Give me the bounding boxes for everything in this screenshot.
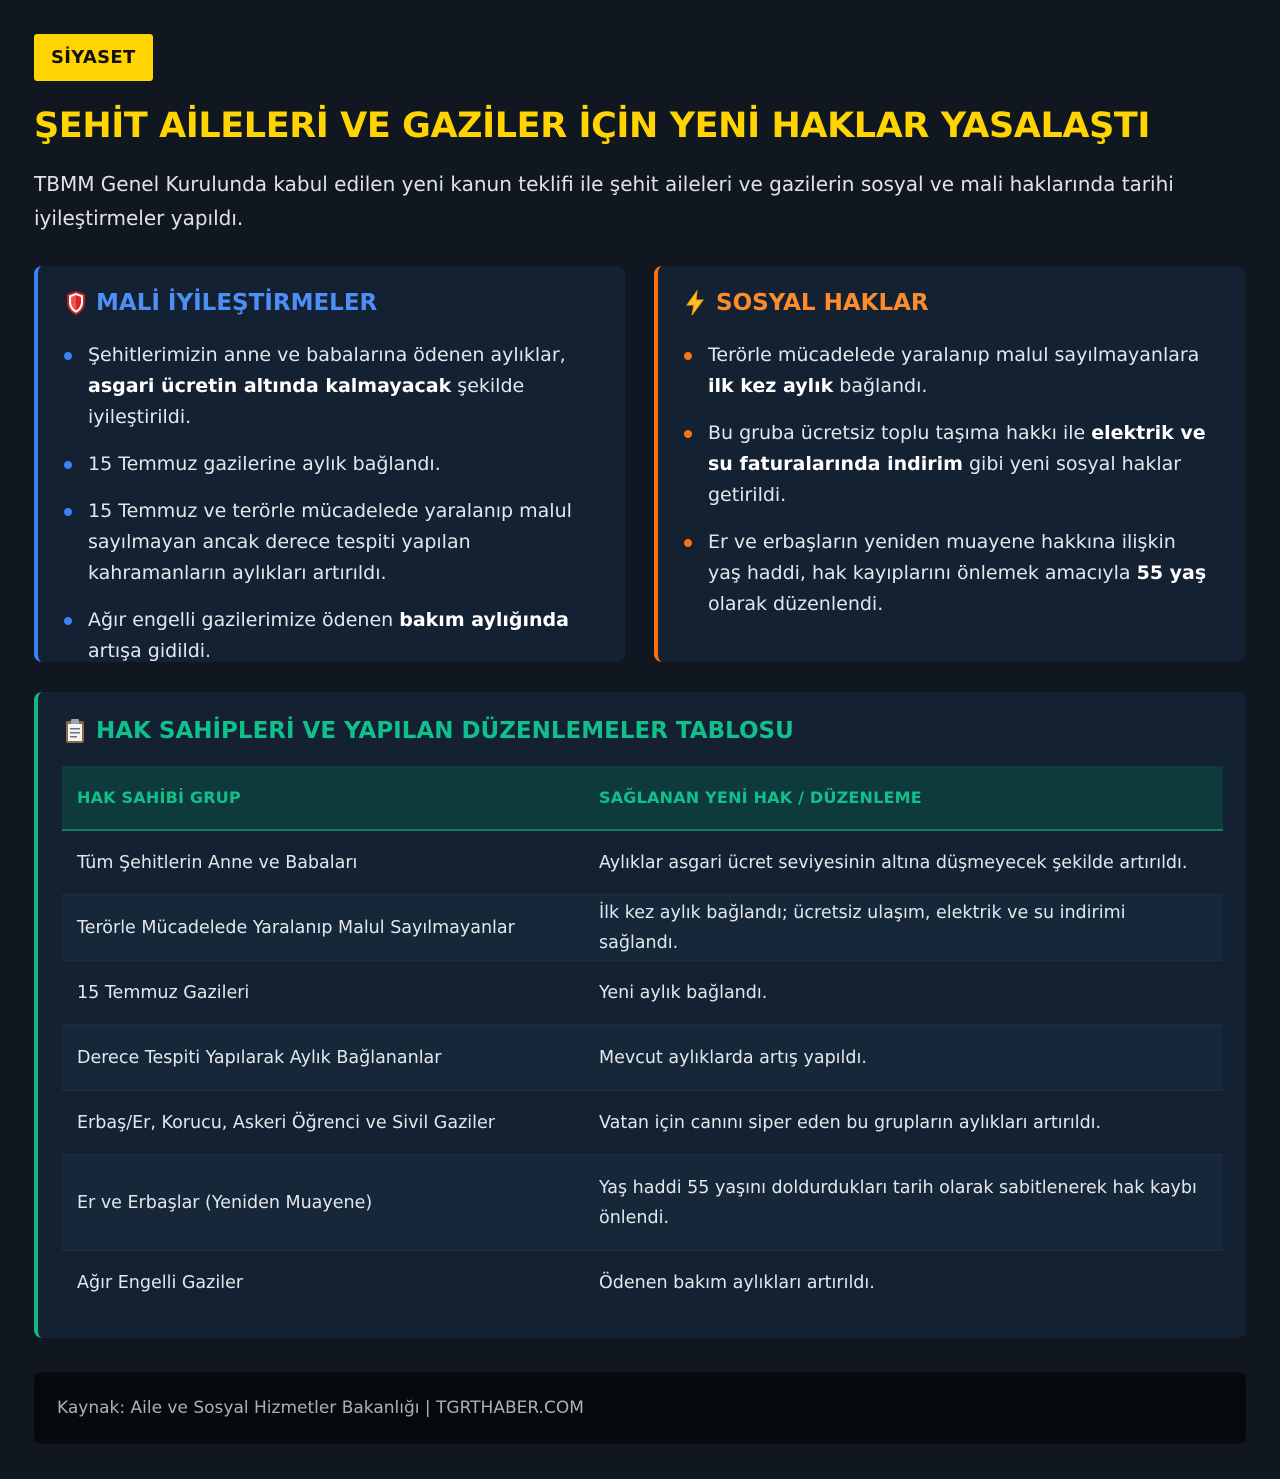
- item-text: 15 Temmuz ve terörle mücadelede yaralanıp malul sayılmayan ancak derece tespiti yapılan kahramanların aylıkları artırıldı.: [88, 500, 572, 584]
- mali-card: [34, 266, 625, 662]
- table-cell: Mevcut aylıklarda artış yapıldı.: [584, 1025, 1223, 1090]
- item-text: Terörle mücadelede yaralanıp malul sayılmayanlara: [708, 344, 1200, 366]
- table-cell: Yaş haddi 55 yaşını doldurdukları tarih olarak sabitlenerek hak kaybı önlendi.: [584, 1155, 1223, 1250]
- category-badge[interactable]: SİYASET: [34, 34, 153, 81]
- table-cell: Vatan için canını siper eden bu grupların aylıkları artırıldı.: [584, 1090, 1223, 1155]
- table-cell: Ağır Engelli Gaziler: [77, 1272, 244, 1293]
- item-bold: bakım aylığında: [399, 609, 569, 631]
- table-cell: Terörle Mücadelede Yaralanıp Malul Sayılmayanlar: [62, 895, 584, 960]
- source-footer: [34, 1372, 1246, 1444]
- column-header: SAĞLANAN YENİ HAK / DÜZENLEME: [584, 766, 1223, 830]
- list-item: [708, 340, 1208, 402]
- page-title: ŞEHİT AİLELERİ VE GAZİLER İÇİN YENİ HAKLAR YASALAŞTI: [34, 106, 1150, 146]
- table-cell: İlk kez aylık bağlandı; ücretsiz ulaşım, elektrik ve su indirimi sağlandı.: [584, 895, 1223, 960]
- source-text: Kaynak: Aile ve Sosyal Hizmetler Bakanlığı | TGRTHABER.COM: [57, 1398, 584, 1418]
- list-item: [88, 496, 608, 589]
- rights-table-card: [34, 692, 1246, 1338]
- table-row: [62, 1025, 1223, 1090]
- shield-icon: [66, 291, 86, 315]
- item-text: artışa gidildi.: [88, 640, 212, 662]
- list-item: [708, 527, 1208, 620]
- table-cell: 15 Temmuz Gazileri: [62, 960, 584, 1025]
- table-row: [62, 960, 1223, 1025]
- table-cell: Er ve Erbaşlar (Yeniden Muayene): [62, 1155, 584, 1250]
- list-item: [708, 418, 1208, 511]
- table-row: [62, 1090, 1223, 1155]
- mali-list: [88, 340, 608, 683]
- table-title-text: HAK SAHİPLERİ VE YAPILAN DÜZENLEMELER TABLOSU: [96, 718, 794, 744]
- clipboard-icon: [64, 718, 86, 744]
- sosyal-title-text: SOSYAL HAKLAR: [716, 290, 929, 316]
- table-cell: Tüm Şehitlerin Anne ve Babaları: [62, 830, 584, 895]
- item-text: Bu gruba ücretsiz toplu taşıma hakkı ile: [708, 422, 1092, 444]
- item-text: bağlandı.: [833, 375, 928, 397]
- item-bold: ilk kez aylık: [708, 375, 834, 397]
- item-bold: elektrik ve su faturalarında indirim: [708, 422, 1206, 475]
- item-text: Şehitlerimizin anne ve babalarına ödenen aylıklar,: [88, 344, 566, 366]
- item-text: gibi yeni sosyal haklar getirildi.: [708, 453, 1182, 506]
- sosyal-card: [654, 266, 1245, 662]
- list-item: [88, 605, 608, 667]
- list-item: [88, 340, 608, 433]
- item-text: şekilde iyileştirildi.: [88, 375, 525, 428]
- column-header: HAK SAHİBİ GRUP: [62, 766, 584, 830]
- table-cell: Aylıklar asgari ücret seviyesinin altına düşmeyecek şekilde artırıldı.: [584, 830, 1223, 895]
- table-row: [62, 830, 1223, 895]
- info-cards: [34, 266, 1246, 662]
- table-cell: Ödenen bakım aylıkları artırıldı.: [599, 1272, 875, 1293]
- table-cell: Derece Tespiti Yapılarak Aylık Bağlananlar: [62, 1025, 584, 1090]
- item-bold: 55 yaş: [1136, 562, 1207, 584]
- item-text: Er ve erbaşların yeniden muayene hakkına ilişkin yaş haddi, hak kayıplarını önlemek amacıyla: [708, 531, 1176, 584]
- table-cell: Yeni aylık bağlandı.: [584, 960, 1223, 1025]
- table-row: [62, 1250, 1223, 1314]
- sosyal-list: [708, 340, 1208, 636]
- mali-title-text: MALİ İYİLEŞTİRMELER: [96, 290, 378, 316]
- table-row: [62, 895, 1223, 960]
- item-bold: asgari ücretin altında kalmayacak: [88, 375, 452, 397]
- lead-paragraph: TBMM Genel Kurulunda kabul edilen yeni kanun teklifi ile şehit aileleri ve gazilerin sosyal ve mali haklarında tarihi iyileştirmeler yapıldı.: [34, 172, 1174, 230]
- mali-card-title: [66, 288, 377, 318]
- table-row: [62, 1155, 1223, 1250]
- list-item: [88, 449, 608, 480]
- sosyal-card-title: [684, 288, 929, 318]
- lightning-icon: [684, 290, 706, 316]
- item-text: olarak düzenlendi.: [708, 593, 884, 615]
- item-text: Ağır engelli gazilerimize ödenen: [88, 609, 400, 631]
- rights-table: [62, 766, 1223, 1314]
- table-header-row: [62, 766, 1223, 830]
- table-title: [64, 716, 794, 746]
- article: [34, 34, 1246, 1418]
- table-cell: Erbaş/Er, Korucu, Askeri Öğrenci ve Sivil Gaziler: [62, 1090, 584, 1155]
- item-text: 15 Temmuz gazilerine aylık bağlandı.: [88, 453, 441, 475]
